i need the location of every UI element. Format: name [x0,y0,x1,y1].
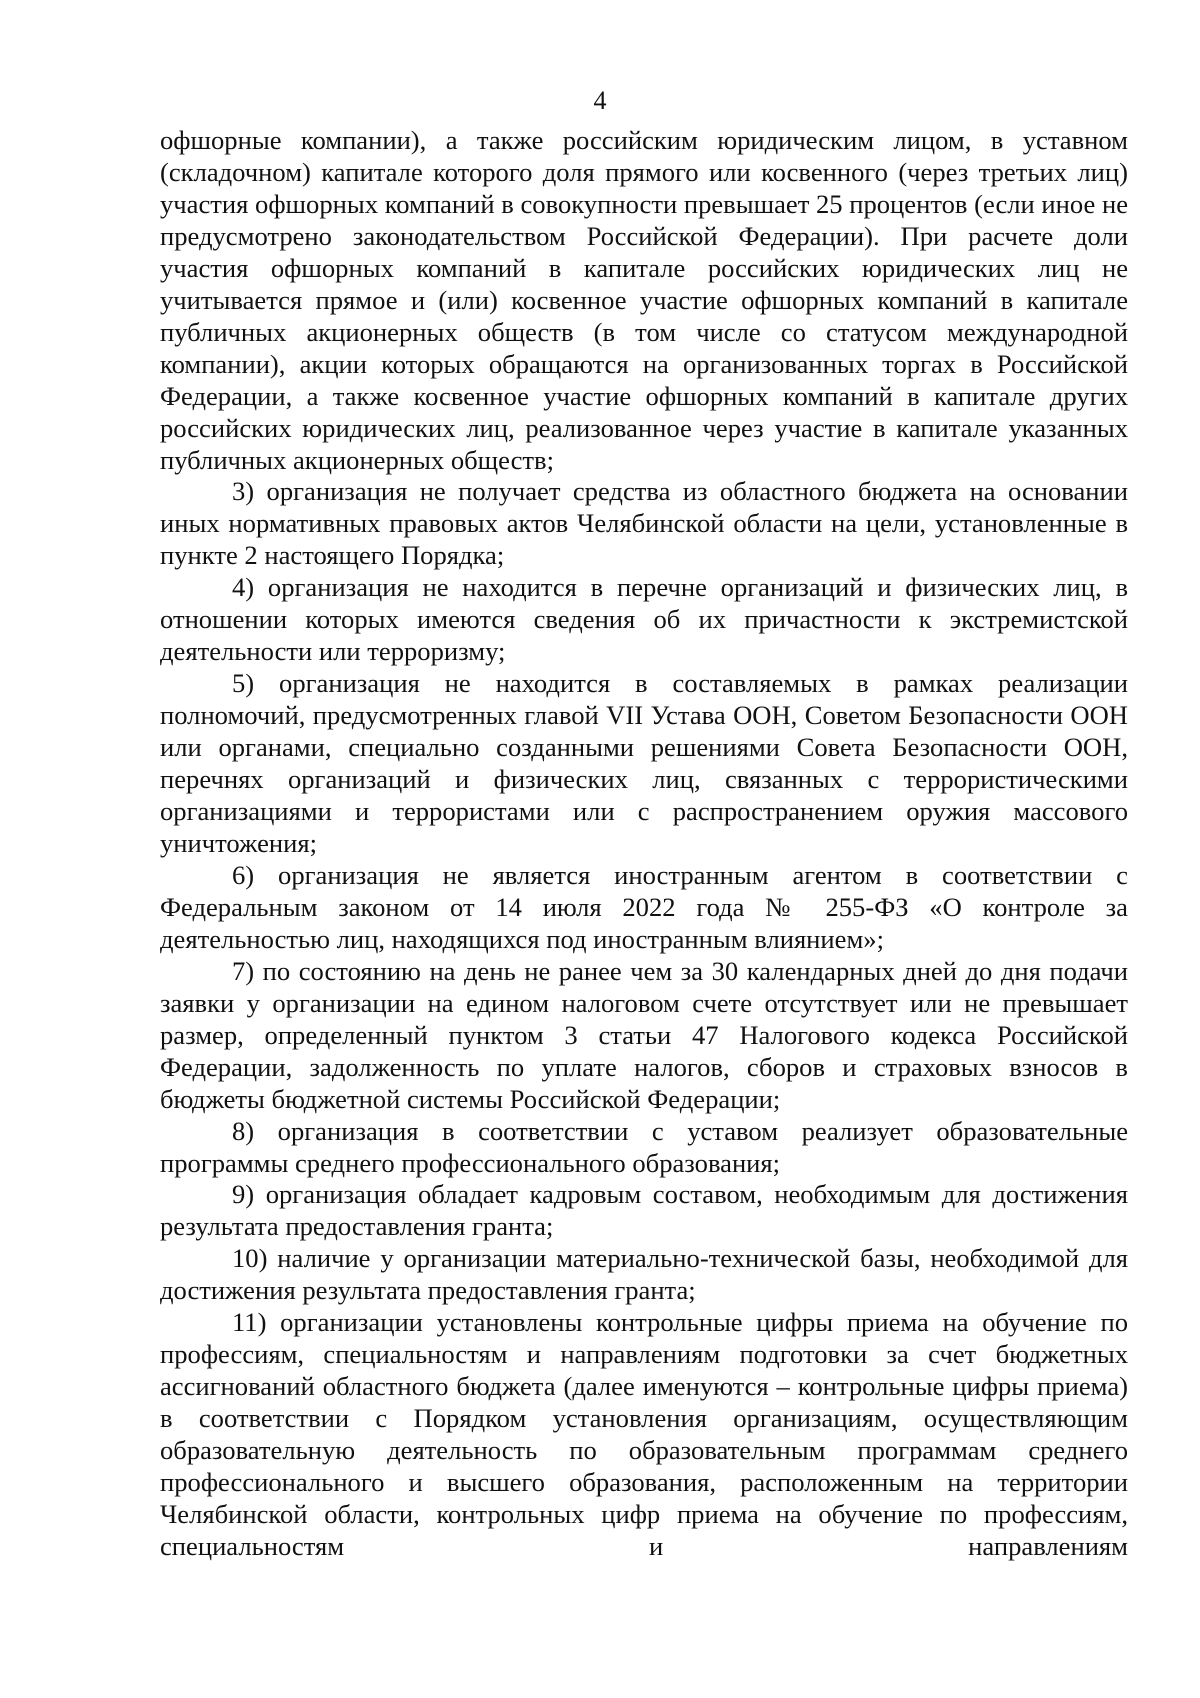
page-number: 4 [593,86,607,115]
paragraph-item-7: 7) по состоянию на день не ранее чем за 30 календарных дней до дня подачи заявки у организации на едином налоговом счете отсутствует или не превышает размер, определенный пунктом 3 статьи 47 Налогового кодекса Российской Федерации, задолженность по уплате налогов, сборов и страховых взносов в бюджеты бюджетной системы Российской Федерации; [160,955,1128,1114]
paragraph-item-10: 10) наличие у организации материально-технической базы, необходимой для достижения результата предоставления гранта; [160,1243,1128,1306]
paragraph-item-11: 11) организации установлены контрольные цифры приема на обучение по профессиям, специальностям и направлениям подготовки за счет бюджетных ассигнований областного бюджета (далее именуются – контрольные цифры приема) в соответствии с Порядком установления организациям, осуществляющим образовательную деятельность по образовательным программам среднего профессионального и высшего образования, расположенным на территории Челябинской области, контрольных цифр приема на обучение по профессиям, специальностям и направлениям [160,1307,1128,1561]
paragraph-item-5: 5) организация не находится в составляемых в рамках реализации полномочий, предусмотренных главой VII Устава ООН, Советом Безопасности ООН или органами, специально созданными решениями Совета Безопасности ООН, перечнях организаций и физических лиц, связанных с террористическими организациями и террористами или с распространением оружия массового уничтожения; [160,668,1128,858]
paragraph-item-3: 3) организация не получает средства из областного бюджета на основании иных нормативных правовых актов Челябинской области на цели, установленные в пункте 2 настоящего Порядка; [160,476,1128,571]
paragraph-item-9: 9) организация обладает кадровым составом, необходимым для достижения результата предоставления гранта; [160,1179,1128,1242]
document-body [160,125,1128,1563]
paragraph-continuation: офшорные компании), а также российским юридическим лицом, в уставном (складочном) капитале которого доля прямого или косвенного (через третьих лиц) участия офшорных компаний в совокупности превышает 25 процентов (если иное не предусмотрено законодательством Российской Федерации). При расчете доли участия офшорных компаний в капитале российских юридических лиц не учитывается прямое и (или) косвенное участие офшорных компаний в капитале публичных акционерных обществ (в том числе со статусом международной компании), акции которых обращаются на организованных торгах в Российской Федерации, а также косвенное участие офшорных компаний в капитале других российских юридических лиц, реализованное через участие в капитале указанных публичных акционерных обществ; [160,125,1128,475]
paragraph-item-6: 6) организация не является иностранным агентом в соответствии с Федеральным законом от 14 июля 2022 года № 255-ФЗ «О контроле за деятельностью лиц, находящихся под иностранным влиянием»; [160,859,1128,954]
paragraph-item-4: 4) организация не находится в перечне организаций и физических лиц, в отношении которых имеются сведения об их причастности к экстремистской деятельности или терроризму; [160,572,1128,667]
paragraph-item-8: 8) организация в соответствии с уставом реализует образовательные программы среднего профессионального образования; [160,1115,1128,1178]
